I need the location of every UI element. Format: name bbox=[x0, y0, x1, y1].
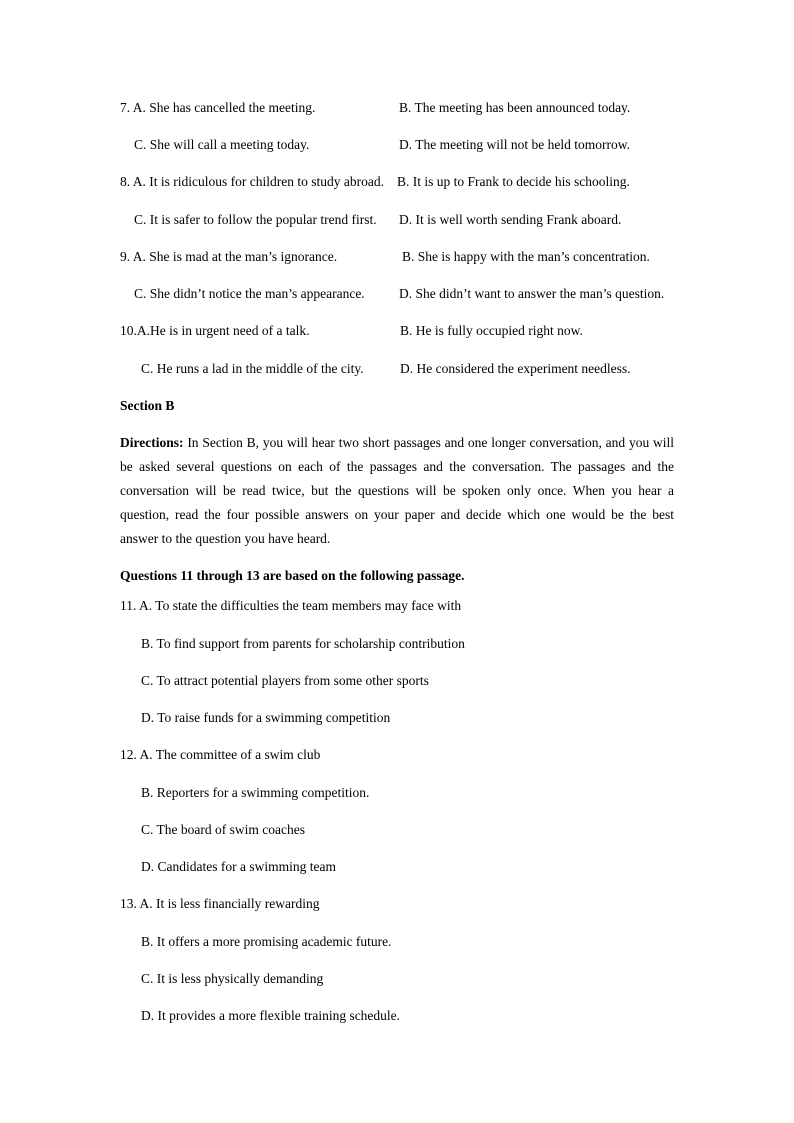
q7-option-d: D. The meeting will not be held tomorrow. bbox=[399, 137, 630, 152]
q9-option-a: 9. A. She is mad at the man’s ignorance. bbox=[120, 249, 338, 264]
directions-paragraph bbox=[120, 431, 674, 551]
q7-option-a: 7. A. She has cancelled the meeting. bbox=[120, 100, 316, 115]
q10-option-c: C. He runs a lad in the middle of the city. bbox=[141, 361, 364, 376]
q13-option-b: B. It offers a more promising academic future. bbox=[141, 934, 392, 949]
q11-option-c: C. To attract potential players from some other sports bbox=[141, 673, 429, 688]
q8-option-d: D. It is well worth sending Frank aboard. bbox=[399, 212, 622, 227]
q9-option-c: C. She didn’t notice the man’s appearance. bbox=[134, 286, 365, 301]
section-b-heading: Section B bbox=[120, 398, 175, 413]
q11-option-d: D. To raise funds for a swimming competition bbox=[141, 710, 391, 725]
q8-option-a: 8. A. It is ridiculous for children to study abroad. bbox=[120, 174, 384, 189]
directions-label: Directions: bbox=[120, 435, 184, 450]
q11-option-b: B. To find support from parents for scholarship contribution bbox=[141, 636, 465, 651]
q8-option-b: B. It is up to Frank to decide his schooling. bbox=[397, 174, 630, 189]
directions-text: In Section B, you will hear two short passages and one longer conversation, and you will be asked several questions on each of the passages and the conversation. The passages and the conversation will be read twice, but the questions will be spoken only once. When you hear a question, read the four possible answers on your paper and decide which one would be the best answer to the question you have heard. bbox=[120, 435, 675, 546]
q13-option-c: C. It is less physically demanding bbox=[141, 971, 324, 986]
q10-option-b: B. He is fully occupied right now. bbox=[400, 323, 583, 338]
questions-group-heading: Questions 11 through 13 are based on the following passage. bbox=[120, 568, 465, 583]
q13-option-d: D. It provides a more flexible training schedule. bbox=[141, 1008, 401, 1023]
q9-option-b: B. She is happy with the man’s concentration. bbox=[402, 249, 650, 264]
q12-option-a: 12. A. The committee of a swim club bbox=[120, 747, 321, 762]
q9-option-d: D. She didn’t want to answer the man’s question. bbox=[399, 286, 665, 301]
q10-option-d: D. He considered the experiment needless. bbox=[400, 361, 631, 376]
q10-option-a: 10.A.He is in urgent need of a talk. bbox=[120, 323, 310, 338]
q13-option-a: 13. A. It is less financially rewarding bbox=[120, 896, 320, 911]
q8-option-c: C. It is safer to follow the popular trend first. bbox=[134, 212, 377, 227]
q12-option-c: C. The board of swim coaches bbox=[141, 822, 305, 837]
q12-option-d: D. Candidates for a swimming team bbox=[141, 859, 336, 874]
q7-option-b: B. The meeting has been announced today. bbox=[399, 100, 631, 115]
q11-option-a: 11. A. To state the difficulties the team members may face with bbox=[120, 598, 462, 613]
q12-option-b: B. Reporters for a swimming competition. bbox=[141, 785, 370, 800]
q7-option-c: C. She will call a meeting today. bbox=[134, 137, 310, 152]
